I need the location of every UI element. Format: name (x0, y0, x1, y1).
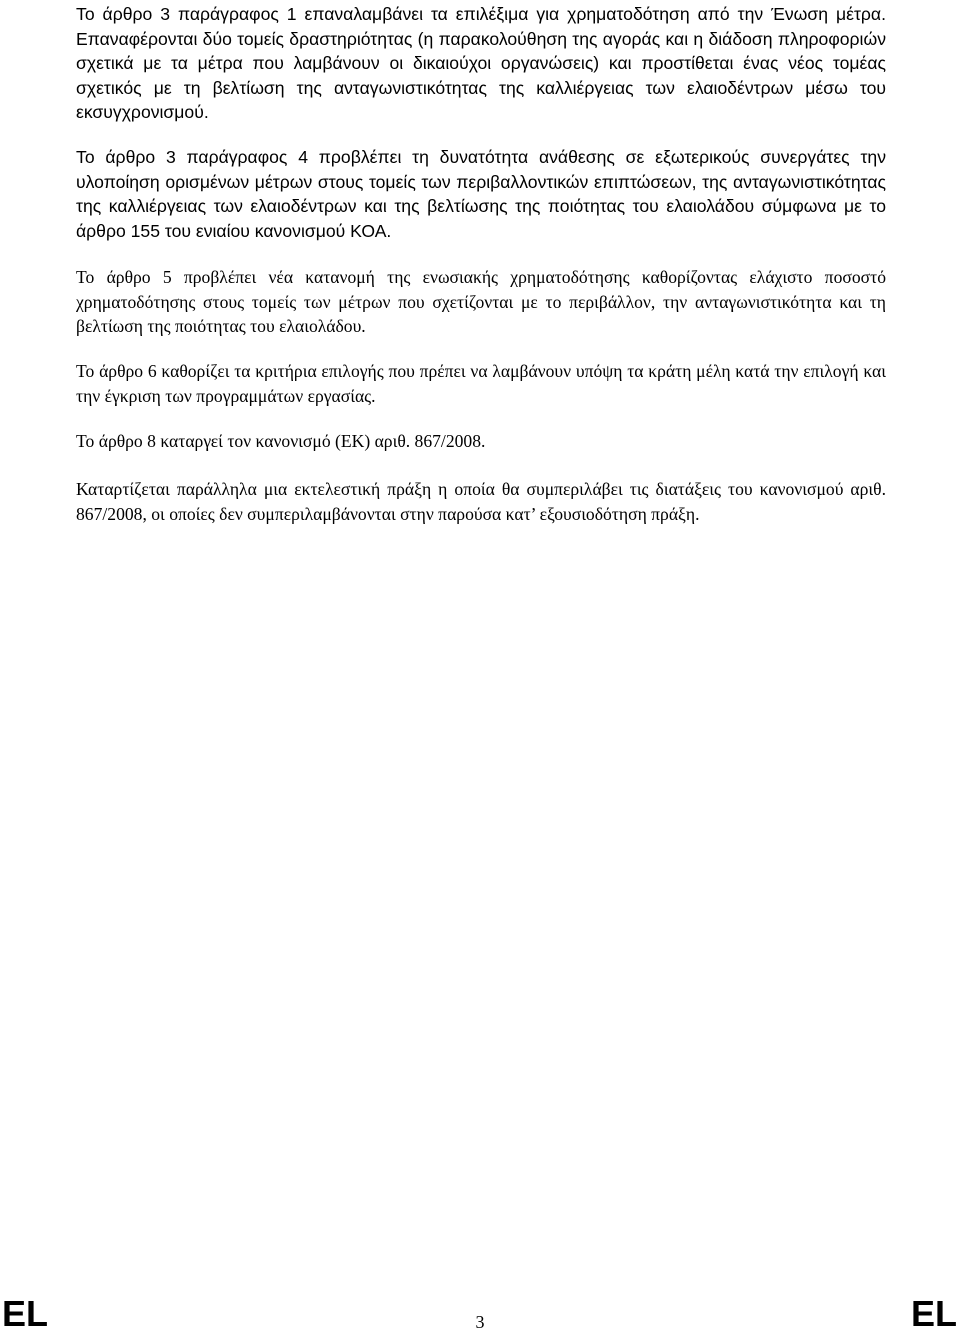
paragraph-article-8: Το άρθρο 8 καταργεί τον κανονισμό (ΕΚ) αριθ. 867/2008. (76, 431, 486, 451)
paragraph-implementing-act: Καταρτίζεται παράλληλα μια εκτελεστική πράξη η οποία θα συμπεριλάβει τις διατάξεις του κανονισμού αριθ. 867/2008, οι οποίες δεν συμπεριλαμβάνονται στην παρούσα κατ’ εξουσιοδότηση πράξη. (76, 479, 886, 524)
footer-language-code-left: EL (2, 1293, 49, 1334)
paragraph-article-6: Το άρθρο 6 καθορίζει τα κριτήρια επιλογής που πρέπει να λαμβάνουν υπόψη τα κράτη μέλη κατά την επιλογή και την έγκριση των προγραμμάτων εργασίας. (76, 361, 886, 406)
footer-page-number: 3 (475, 1312, 485, 1332)
paragraph-article-3-4: Το άρθρο 3 παράγραφος 4 προβλέπει τη δυνατότητα ανάθεσης σε εξωτερικούς συνεργάτες την υλοποίηση ορισμένων μέτρων στους τομείς των περιβαλλοντικών επιπτώσεων, της ανταγωνιστικότητας της καλλιέργειας των ελαιοδέντρων και της βελτίωσης της ποιότητας του ελαιολάδου σύμφωνα με το άρθρο 155 του ενιαίου κανονισμού ΚΟΑ. (76, 147, 886, 241)
footer-language-code-right: EL (910, 1293, 957, 1334)
paragraph-article-5: Το άρθρο 5 προβλέπει νέα κατανομή της ενωσιακής χρηματοδότησης καθορίζοντας ελάχιστο ποσοστό χρηματοδότησης στους τομείς των μέτρων που σχετίζονται με το περιβάλλον, την ανταγωνιστικότητα και τη βελτίωση της ποιότητας του ελαιολάδου. (76, 267, 886, 337)
paragraph-article-3-1: Το άρθρο 3 παράγραφος 1 επαναλαμβάνει τα επιλέξιμα για χρηματοδότηση από την Ένωση μέτρα. Επαναφέρονται δύο τομείς δραστηριότητας (η παρακολούθηση της αγοράς και η διάδοση πληροφοριών σχετικά με τα μέτρα που λαμβάνουν οι δικαιούχοι οργανώσεις) και προστίθεται ένας νέος τομέας σχετικός με τη βελτίωση της ανταγωνιστικότητας της καλλιέργειας των ελαιοδέντρων μέσω του εκσυγχρονισμού. (76, 4, 886, 123)
